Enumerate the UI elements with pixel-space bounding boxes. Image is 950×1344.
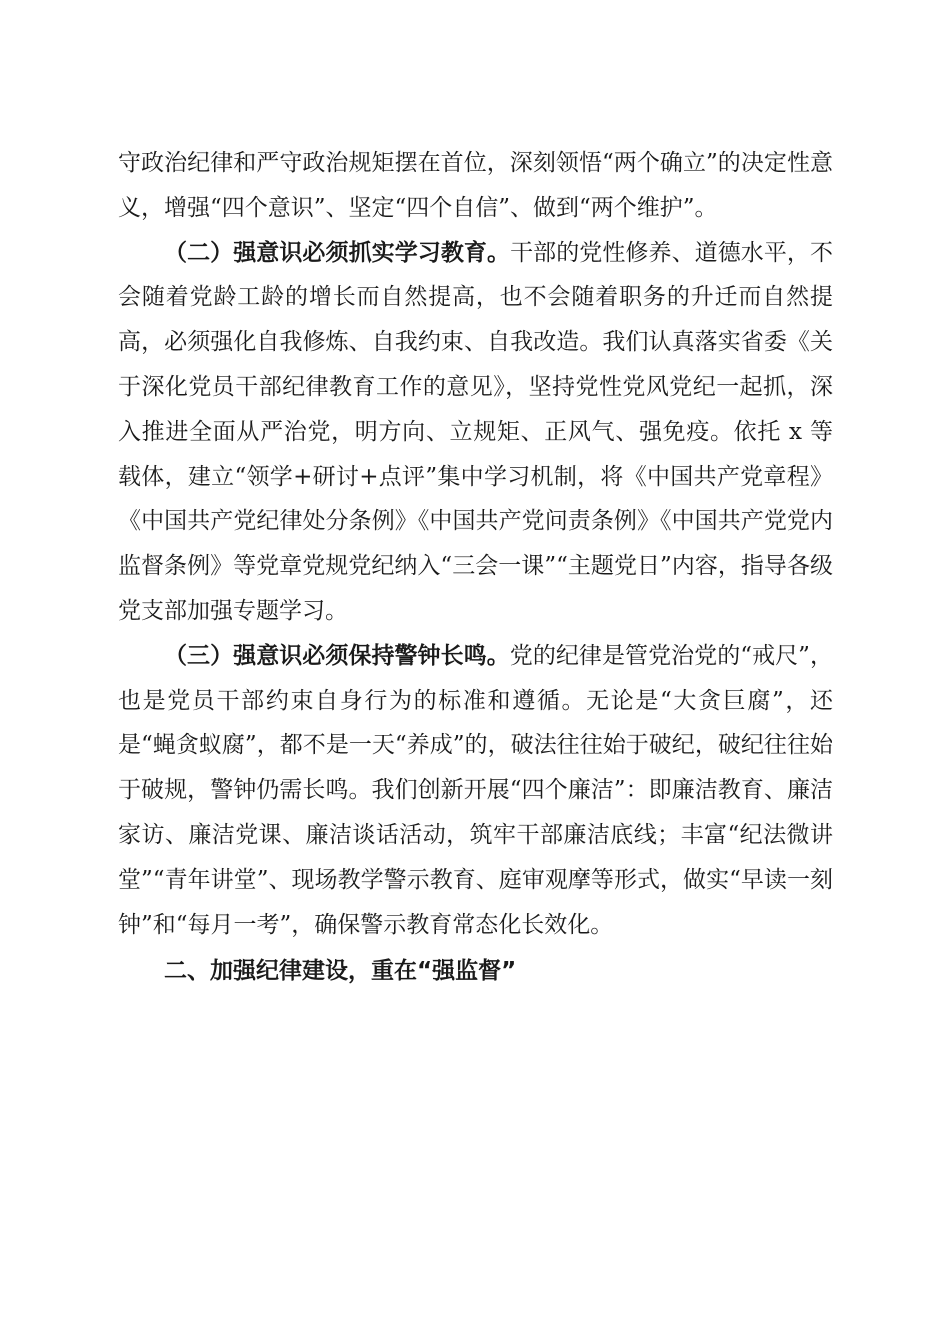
paragraph-warning-bell <box>118 634 833 948</box>
paragraph-study-education <box>118 231 833 634</box>
paragraph-text: 干部的党性修养、道德水平，不会随着党龄工龄的增长而自然提高，也不会随着职务的升迁而自然提高，必须强化自我修炼、自我约束、自我改造。我们认真落实省委《关于深化党员干部纪律教育工作的意见》，坚持党性党风党纪一起抓，深入推进全面从严治党，明方向、立规矩、正风气、强免疫。依托 x 等载体，建立“领学+研讨+点评”集中学习机制，将《中国共产党章程》《中国共产党纪律处分条例》《中国共产党问责条例》《中国共产党党内监督条例》等党章党规党纪纳入“三会一课”“主题党日”内容，指导各级党支部加强专题学习。 <box>118 239 834 624</box>
paragraph-lead-heading: （二）强意识必须抓实学习教育。 <box>164 239 511 266</box>
section-heading: 二、加强纪律建设，重在“强监督” <box>164 958 517 985</box>
paragraph-text: 党的纪律是管党治党的“戒尺”，也是党员干部约束自身行为的标准和遵循。无论是“大贪巨腐”，还是“蝇贪蚁腐”，都不是一天“养成”的，破法往往始于破纪，破纪往往始于破规，警钟仍需长鸣。我们创新开展“四个廉洁”：即廉洁教育、廉洁家访、廉洁党课、廉洁谈话活动，筑牢干部廉洁底线；丰富“纪法微讲堂”“青年讲堂”、现场教学警示教育、庭审观摩等形式，做实“早读一刻钟”和“每月一考”，确保警示教育常态化长效化。 <box>118 642 833 938</box>
paragraph-lead-heading: （三）强意识必须保持警钟长鸣。 <box>164 642 510 669</box>
document-body <box>118 141 833 994</box>
paragraph-text: 守政治纪律和严守政治规矩摆在首位，深刻领悟“两个确立”的决定性意义，增强“四个意识”、坚定“四个自信”、做到“两个维护”。 <box>118 150 833 221</box>
paragraph-continuation <box>118 141 833 231</box>
